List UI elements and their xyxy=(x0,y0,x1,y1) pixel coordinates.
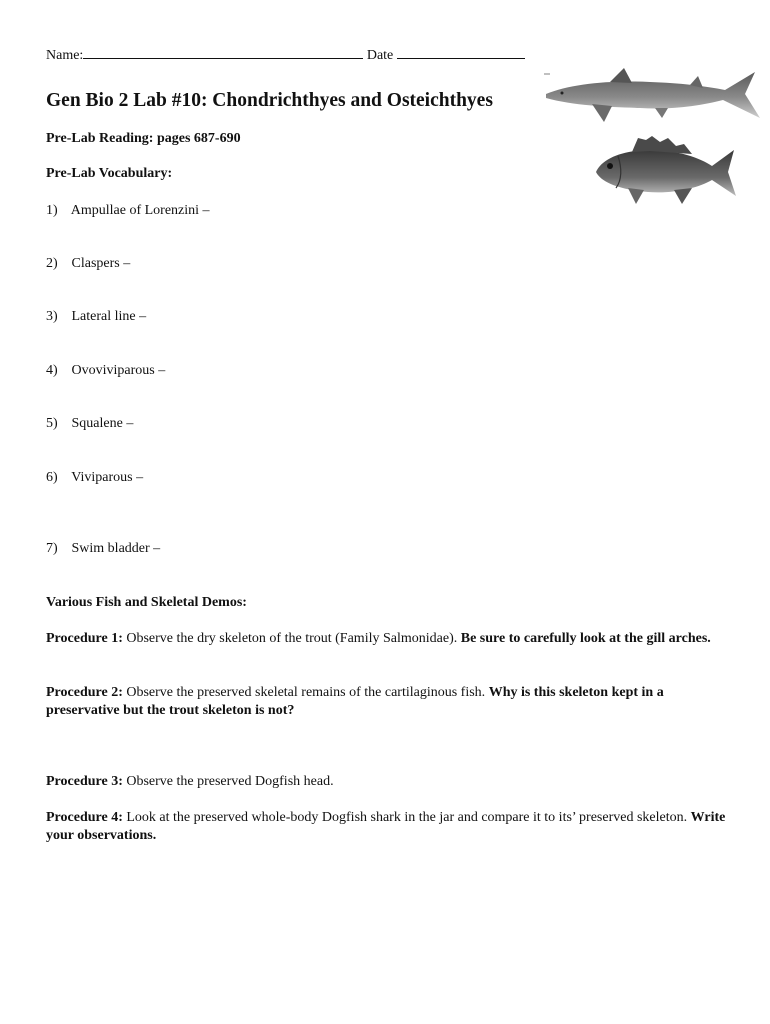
vocab-item xyxy=(46,470,143,486)
vocab-number: 4) xyxy=(46,363,58,378)
procedure-text: Observe the dry skeleton of the trout (Family Salmonidae). xyxy=(122,631,461,646)
procedure-label: Procedure 3: xyxy=(46,774,123,789)
procedure-text: Observe the preserved Dogfish head. xyxy=(122,774,334,789)
procedure-1 xyxy=(46,630,726,648)
procedure-text: Observe the preserved skeletal remains of the cartilaginous fish. xyxy=(122,685,489,700)
vocab-item xyxy=(46,256,130,272)
procedure-text: Look at the preserved whole-body Dogfish shark in the jar and compare it to its’ preserved skeleton. xyxy=(122,810,691,825)
vocab-term: Claspers – xyxy=(71,256,131,271)
shark-icon xyxy=(540,66,765,130)
bony-fish-icon xyxy=(588,134,740,210)
vocab-number: 3) xyxy=(46,309,58,324)
procedure-label: Procedure 4: xyxy=(46,810,123,825)
vocab-term: Ampullae of Lorenzini – xyxy=(70,203,210,218)
page-title: Gen Bio 2 Lab #10: Chondrichthyes and Osteichthyes xyxy=(46,90,493,111)
name-date-line xyxy=(46,46,525,64)
procedure-4 xyxy=(46,809,726,845)
procedure-2 xyxy=(46,684,726,720)
vocab-item xyxy=(46,203,210,219)
date-label: Date xyxy=(366,48,394,63)
vocab-term: Ovoviviparous – xyxy=(71,363,166,378)
procedure-question: Why is this skeleton kept in a preservative but the trout skeleton is not? xyxy=(46,685,664,718)
procedure-label: Procedure 1: xyxy=(46,631,123,646)
prelab-reading: Pre-Lab Reading: pages 687-690 xyxy=(46,131,241,146)
name-blank xyxy=(83,46,363,59)
vocab-term: Squalene – xyxy=(71,416,134,431)
demos-heading: Various Fish and Skeletal Demos: xyxy=(46,595,247,610)
prelab-vocab-heading: Pre-Lab Vocabulary: xyxy=(46,166,173,181)
vocab-term: Lateral line – xyxy=(71,309,147,324)
vocab-number: 2) xyxy=(46,256,58,271)
vocab-number: 6) xyxy=(46,470,58,485)
name-label: Name: xyxy=(46,48,84,63)
procedure-question: Write your observations. xyxy=(46,810,726,843)
vocab-term: Swim bladder – xyxy=(71,541,161,556)
vocab-term: Viviparous – xyxy=(71,470,144,485)
vocab-item xyxy=(46,309,146,325)
procedure-question: Be sure to carefully look at the gill arches. xyxy=(460,631,711,646)
vocab-number: 5) xyxy=(46,416,58,431)
vocab-item xyxy=(46,541,160,557)
date-blank xyxy=(397,46,525,59)
vocab-number: 7) xyxy=(46,541,58,556)
vocab-item xyxy=(46,363,165,379)
procedure-3 xyxy=(46,773,726,791)
vocab-number: 1) xyxy=(46,203,58,218)
vocab-item xyxy=(46,416,133,432)
procedure-label: Procedure 2: xyxy=(46,685,123,700)
